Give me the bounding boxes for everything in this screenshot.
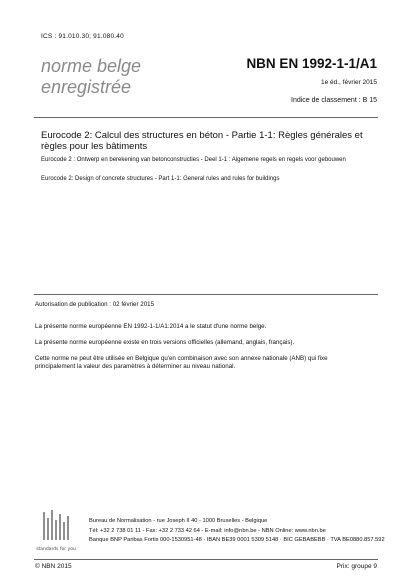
middle-divider: [34, 294, 378, 295]
price-group: Prix: groupe 9: [336, 563, 377, 570]
contact-bank: Banque BNP Paribas Fortis 000-1530951-48 · IBAN BE39 0001 5309 5148 · BIC GEBABEBB · TVA BE0880.857.592: [89, 537, 385, 543]
svg-text:standards for you: standards for you: [36, 547, 76, 552]
norme-line-1: norme belge: [41, 56, 142, 76]
publication-authorization: Autorisation de publication : 02 février 2015: [35, 301, 155, 308]
bottom-divider: [34, 559, 378, 560]
norme-belge-label: [41, 56, 141, 98]
contact-phone-email: Tél: +32 2 738 01 11 - Fax: +32 2 733 42 64 - E-mail: info@nbn.be - NBN Online: www.nbn.be: [89, 527, 326, 534]
nbn-logo-icon: [36, 506, 76, 554]
title-dutch: Eurocode 2 : Ontwerp en berekening van betonconstructies - Deel 1-1 : Algemene regels en regels voor gebouwen: [41, 157, 346, 163]
copyright: © NBN 2015: [35, 563, 72, 570]
title-english: Eurocode 2: Design of concrete structures - Part 1-1: General rules and rules for buildings: [41, 176, 280, 182]
edition-date: 1e éd., février 2015: [320, 79, 377, 86]
title-french: Eurocode 2: Calcul des structures en béton - Partie 1-1: Règles générales et règles pour les bâtiments: [41, 130, 363, 152]
contact-block: [89, 517, 389, 546]
top-divider: [34, 117, 378, 118]
classification-index: Indice de classement : B 15: [291, 97, 377, 104]
paragraph-national-annex: Cette norme ne peut être utilisée en Belgique qu'en combinaison avec son annexe nationale (ANB) qui fixe principalement la valeur des paramètres à déterminer au niveau national.: [35, 355, 328, 370]
paragraph-versions: La présente norme européenne existe en trois versions officielles (allemand, anglais, français).: [35, 339, 295, 346]
standard-reference: NBN EN 1992-1-1/A1: [246, 56, 377, 71]
contact-address: Bureau de Normalisation - rue Joseph II 40 - 1000 Bruxelles - Belgique: [89, 518, 268, 524]
ics-codes: ICS : 91.010.30; 91.080.40: [41, 33, 124, 40]
norme-line-2: enregistrée: [41, 77, 132, 97]
paragraph-status: La présente norme européenne EN 1992-1-1/A1:2014 a le statut d'une norme belge.: [35, 323, 267, 330]
